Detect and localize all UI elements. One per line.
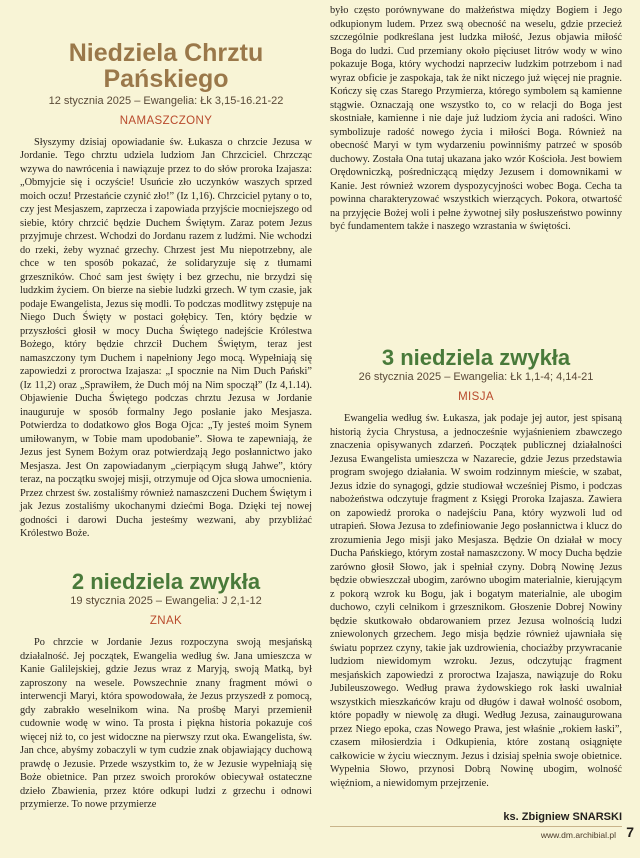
section-tag: MISJA [458,391,494,404]
section-title: 3 niedziela zwykła [381,345,571,370]
section-title: 2 niedziela zwykła [71,569,261,594]
section-date: 26 stycznia 2025 – Ewangelia: Łk 1,1-4; 4,14-21 [358,371,594,384]
section-third-sunday [330,346,622,790]
section-second-sunday-continued [330,4,622,234]
section-date: 12 stycznia 2025 – Ewangelia: Łk 3,15-16.21-22 [48,94,284,107]
section-tag: ZNAK [149,615,183,628]
section-tag: NAMASZCZONY [119,114,213,127]
footer-rule [330,826,622,827]
section-header [20,40,312,127]
page-number: 7 [626,824,634,840]
section-header [20,570,312,627]
section-second-sunday [20,570,312,812]
section-date: 19 stycznia 2025 – Ewangelia: J 2,1-12 [70,595,262,608]
section-header [330,346,622,403]
section-title: Niedziela Chrztu Pańskiego [68,39,264,94]
author-signature: ks. Zbigniew SNARSKI [503,811,622,823]
section-text: było często porównywane do małżeństwa między Bogiem i Jego odkupionym ludem. Przez swą obecność na weselu, gdzie przecież szczególnie podkreślana jest ludzka miłość, Jezus objawia miłość Boga do ludzi. Cud przemiany około pięciuset litrów wody w wino pokazuje Boga, który wychodzi naprzeciw ludzkim potrzebom i nad wyraz obficie je zaspokaja, tak że nikt niczego już więcej nie pragnie. Kończy się czas Starego Przymierza, którego symbolem są kamienne stągwie. Oznaczają one wszystko to, co w relacji do Boga jest skostniałe, kamienne i nie daje już ludziom życia ani radości. Wino symbolizuje radość nowego życia i miłości Boga. Również na obecność Maryi w tym wydarzeniu powinniśmy patrzeć w sposób duchowy. Została Ona tutaj ukazana jako wzór Kościoła. Jest bowiem Orędowniczką, pośredniczącą między Jezusem i domownikami w Kanie. Jest również wzorem dyspozycyjności wobec Boga. Cecha ta powinna charakteryzować wszystkich wierzących. Pokora, otwartość na przyjęcie Bożej woli i pełne żywotnej siły posłuszeństwo powinny być fundamentem także i naszego wzrastania w świętości. [330,5,622,232]
footer-url: www.dm.archibial.pl [540,830,616,840]
left-column [20,0,312,858]
section-text: Ewangelia według św. Łukasza, jak podaje jej autor, jest spisaną historią życia Chrystusa, a jednocześnie wyjaśnieniem zbawczego znaczenia opisywanych zdarzeń. Początek publicznej działalności Jezusa Ewangelista umieszcza w Nazarecie, gdzie Jezus przedstawia program swojego działania. W swoim rodzinnym mieście, w szabat, Jezus idzie do synagogi, gdzie studiował wcześniej Pismo, i podczas nabożeństwa odczytuje fragment z Księgi Proroka Izajasza. Zawiera on zapowiedź proroka o nadejściu Pana, który wyzwoli lud od utrapień. Słowa Jezusa to zdefiniowanie Jego posłannictwa i klucz do zrozumienia Jego misji jako Mesjasza. Będzie On działał w mocy Ducha Pańskiego, którym został namaszczony. W mocy Ducha będzie zarówno głosił Słowo, jak i spełniał czyny. Dobrą Nowinę Jezus będzie obwieszczał ubogim, zarówno ubogim materialnie, kierującym z pokorą wzrok ku Bogu, jak i bogatym materialnie, ale ubogim duchowo, czyli celnikom i grzesznikom. Głoszenie Dobrej Nowiny będzie skutkowało obdarowaniem przez Jezusa wolnością ludzi zniewolonych grzechem. Jego misja będzie również ujawniała się światu poprzez czyny, takie jak uzdrowienia, chociażby przywracanie ludziom niewidomym wzroku. Jezus, odczytując fragment mesjańskich zapowiedzi z proroctwa Izajasza, nawiązuje do Roku Jubileuszowego. Według prawa żydowskiego rok łaski uwalniał wszystkich mieszkańców kraju od długów i dawał wolność osobom, które popadły w niewolę za długi. Według Jezusa, zainaugurowana przez Niego epoka, czas Nowego Prawa, jest właśnie „rokiem łaski”, czasem miłosierdzia i Odkupienia, które zostaną osiągnięte całkowicie w życiu wiecznym. Jezus i dzisiaj spełnia swoje obietnice. Wypełnia Słowo, przynosi Dobrą Nowinę ubogim, wolność więźniom, a niewidomym przejrzenie. [330,413,622,789]
section-baptism [20,40,312,541]
section-text: Po chrzcie w Jordanie Jezus rozpoczyna swoją mesjańską działalność. Jej początek, Ewangelia według św. Jana umieszcza w Kanie Galilejskiej, gdzie Jezus wraz z Maryją, swoją Matką, był zaproszony na wesele. Powszechnie znany fragment mówi o interwencji Maryi, która spowodowała, że Jezus przyszedł z pomocą, gdy zabrakło weselnikom wina. Na prośbę Maryi przemienił cudownie wodę w wino. Ta prosta i piękna historia pokazuje coś więcej niż to, co jest widoczne na pierwszy rzut oka. Ewangelista, św. Jan chce, abyśmy zobaczyli w tym cudzie znak objawiający duchową prawdę o Jezusie. Przede wszystkim to, że w Jezusie wypełniają się Boże obietnice. Pan przez swoich proroków obiecywał ostateczne dzieło Zbawienia, przez które odkupi ludzi z grzechu i odnowi przymierze. To nowe przymierze [20,637,312,811]
right-column [330,0,622,858]
section-text: Słyszymy dzisiaj opowiadanie św. Łukasza o chrzcie Jezusa w Jordanie. Tego chrztu udziela ludziom Jan Chrzciciel. Chrzcząc wzywa do nawrócenia i nawiązuje przez to do słów proroka Izajasza: „Obmyjcie się i oczyście! Usuńcie zło uczynków waszych sprzed moich oczu! Przestańcie czynić zło!” (Iz 1,16). Chrzciciel pytany o to, czy jest Mesjaszem, zaprzecza i zapowiada przyjście mocniejszego od siebie, który chrzcić będzie Duchem Świętym. Zaraz potem Jezus przyjmuje chrzest. Wchodzi do Jordanu razem z ludźmi. Nie wchodzi do rzeki, żeby wyznać grzechy. Chrzest jest Mu niepotrzebny, ale chce w ten sposób pokazać, że solidaryzuje się z tłumami grzeszników. Choć sam jest święty i bez grzechu, nie brzydzi się ludzkim życiem. On bierze na siebie ludzki grzech. W tym czasie, jak podaje Ewangelista, Jezus się modli. To podczas modlitwy zstępuje na Niego Duch Święty w postaci gołębicy. Ten, który będzie w przyszłości głosił w mocy Ducha Świętego nadejście Królestwa Bożego, który będzie chrzcił Duchem Świętym, teraz jest namaszczony tym Duchem i napełniony Jego mocą. Wypełniają się zapowiedzi z proroctwa Izajasza: „I spocznie na Nim Duch Pański” (Iz 11,2) oraz „Sprawiłem, że Duch mój na Nim spoczął” (Iz 4,1.14). Objawienie Ducha Świętego podczas chrztu Jezusa w Jordanie inauguruje w sposób formalny Jego posłanie jako Mesjasza. Potwierdza to dodatkowo głos Boga Ojca: „Ty jesteś moim Synem umiłowanym, w Tobie mam upodobanie”. Słowa te zapewniają, że Jezus jest Synem Bożym oraz potwierdzają Jego posłannictwo jako Mesjasza. Jest On zapowiadanym „cierpiącym sługą Jahwe”, który teraz, na początku swojej misji, otrzymuje od Ojca słowa umocnienia. Przez chrzest św. zostaliśmy również namaszczeni Duchem Świętym i jak Jezus zostaliśmy ukochanymi dziećmi Boga. Dzięki tej nowej godności i darowi Ducha jesteśmy wezwani, aby przybliżać Królestwo Boże. [20,136,312,539]
